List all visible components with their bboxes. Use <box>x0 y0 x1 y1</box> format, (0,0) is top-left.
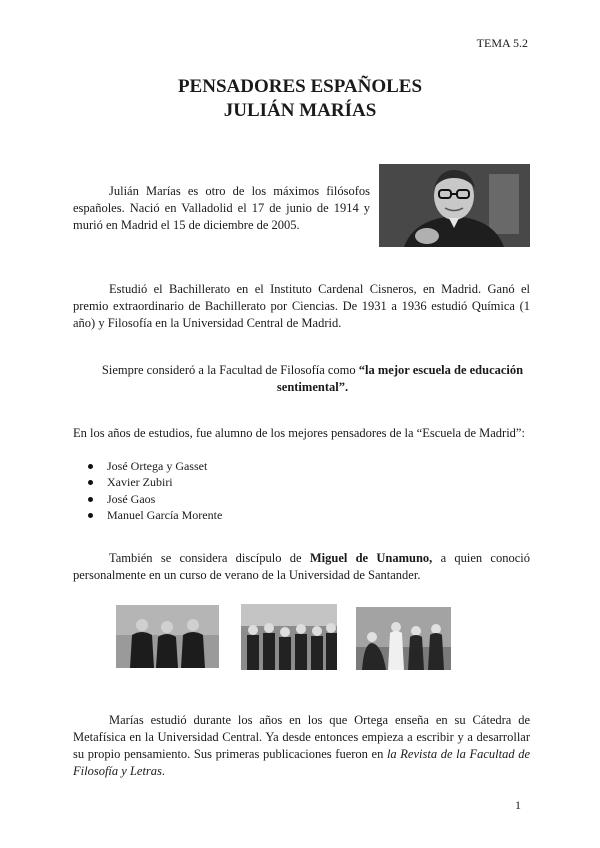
quote-paragraph <box>100 362 525 396</box>
bullet-icon <box>88 497 93 502</box>
portrait-photo <box>379 164 530 247</box>
teachers-list <box>88 458 222 524</box>
page-subtitle: JULIÁN MARÍAS <box>223 100 377 121</box>
bullet-icon <box>88 513 93 518</box>
page-title: PENSADORES ESPAÑOLES <box>177 76 423 97</box>
list-item: José Gaos <box>88 491 222 508</box>
group-photo-3 <box>356 607 451 670</box>
studies-paragraph: Estudió el Bachillerato en el Instituto Cardenal Cisneros, en Madrid. Ganó el premio extraordinario de Bachillerato por Ciencias. De 1931 a 1936 estudió Química (1 año) y Filosofía en la Universidad Central de Madrid. <box>73 282 530 330</box>
quote-prefix: Siempre consideró a la Facultad de Filosofía como <box>101 363 359 377</box>
quote-bold: “la mejor escuela de educación sentimental”. <box>276 363 524 394</box>
school-intro: En los años de estudios, fue alumno de los mejores pensadores de la “Escuela de Madrid”: <box>73 426 525 440</box>
list-item: Xavier Zubiri <box>88 475 222 492</box>
journal-title: la Revista de la Facultad de Filosofía y Letras <box>73 747 531 778</box>
bullet-icon <box>88 464 93 469</box>
bullet-icon <box>88 480 93 485</box>
unamuno-paragraph: También se considera discípulo de Miguel de Unamuno, a quien conoció personalmente en un curso de verano de la Universidad de Santander. <box>73 551 530 582</box>
group-photo-1 <box>116 605 219 668</box>
list-item: Manuel García Morente <box>88 508 222 525</box>
header-tema: TEMA 5.2 <box>476 36 528 50</box>
page-number: 1 <box>515 798 521 812</box>
group-photo-2 <box>241 604 337 670</box>
intro-paragraph: Julián Marías es otro de los máximos filósofos españoles. Nació en Valladolid el 17 de junio de 1914 y murió en Madrid el 15 de diciembre de 2005. <box>73 184 370 232</box>
unamuno-name: Miguel de Unamuno, <box>309 551 433 565</box>
list-item: José Ortega y Gasset <box>88 458 222 475</box>
ortega-paragraph: Marías estudió durante los años en los que Ortega enseña en su Cátedra de Metafísica en la Universidad Central. Ya desde entonces empieza a escribir y a desarrollar su propio pensamiento. Sus primeras publicaciones fueron en la Revista de la Facultad de Filosofía y Letras. <box>73 713 531 778</box>
